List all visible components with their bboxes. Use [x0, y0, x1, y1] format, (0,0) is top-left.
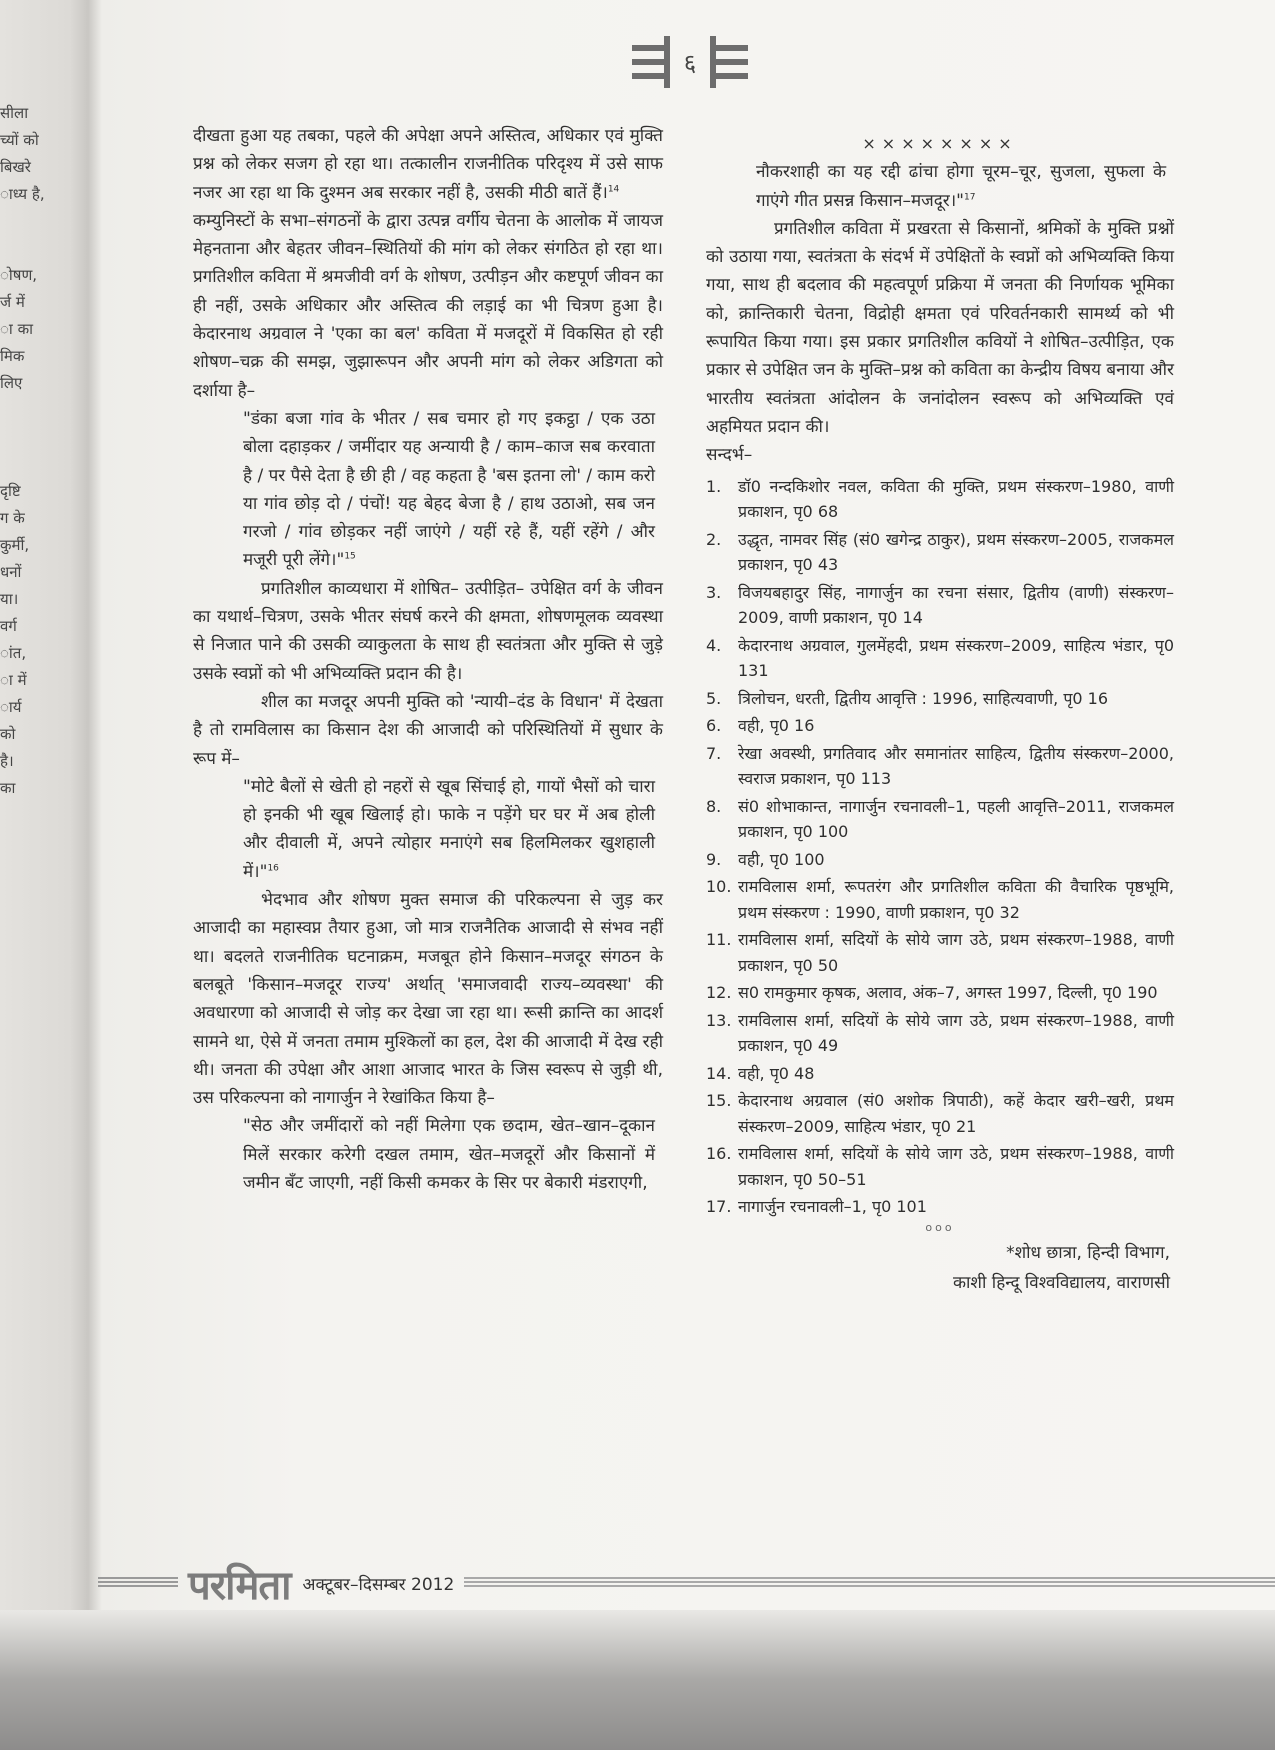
- paragraph: प्रगतिशील काव्यधारा में शोषित– उत्पीड़ित– उपेक्षित वर्ग के जीवन का यथार्थ–चित्रण, उसके भीतर संघर्ष करने की क्षमता, शोषणमूलक व्यवस्था से निजात पाने की उसकी व्याकुलता के साथ ही स्वतंत्रता और मुक्ति से जुड़े उसके स्वप्नों को भी अभिव्यक्ति प्रदान की है।: [193, 578, 663, 684]
- poem-quote: "डंका बजा गांव के भीतर / सब चमार हो गए इकट्ठा / एक उठा बोला दहाड़कर / जमींदार यह अन्यायी है / काम–काज सब करवाता है / पर पैसे देता है छी ही / वह कहता है 'बस इतना लो' / काम करो या गांव छोड़ दो / पंचों! यह बेहद बेजा है / हाथ उठाओ, सब जन गरजो / गांव छोड़कर नहीं जाएंगे / यहीं रहे हैं, यहीं रहेंगे / और मजूरी पूरी लेंगे।"$^{15}$: [243, 408, 655, 571]
- sliver-line: [0, 208, 60, 235]
- sliver-line: को: [0, 725, 16, 743]
- references-heading: सन्दर्भ–: [706, 445, 753, 466]
- sliver-line: लिए: [0, 374, 23, 392]
- reference-number: 7.: [706, 743, 722, 763]
- sliver-line: र्ज में: [0, 293, 25, 311]
- sliver-line: ा में: [0, 671, 27, 689]
- sliver-line: सीला: [0, 104, 29, 122]
- reference-item: [706, 1194, 1174, 1220]
- reference-item: [706, 1061, 1174, 1087]
- reference-text: विजयबहादुर सिंह, नागार्जुन का रचना संसार, द्वितीय (वाणी) संस्करण–2009, वाणी प्रकाशन, पृ0 14: [738, 582, 1174, 628]
- reference-item: [706, 794, 1174, 845]
- sliver-line: है।: [0, 752, 14, 770]
- footnote-ref: 16: [267, 863, 279, 874]
- reference-number: 8.: [706, 796, 722, 816]
- section-break: ××××××××: [862, 134, 1018, 153]
- sliver-line: बिखरे: [0, 158, 31, 176]
- sliver-line: ाध्य है,: [0, 185, 45, 203]
- end-ornament: ooo: [925, 1220, 955, 1234]
- reference-item: [706, 527, 1174, 578]
- reference-number: 15.: [706, 1091, 732, 1111]
- right-column: [706, 130, 1174, 1298]
- reference-text: उद्धृत, नामवर सिंह (सं0 खगेन्द्र ठाकुर), प्रथम संस्करण–2005, राजकमल प्रकाशन, पृ0 43: [738, 529, 1174, 575]
- paragraph: दीखता हुआ यह तबका, पहले की अपेक्षा अपने अस्तित्व, अधिकार एवं मुक्ति प्रश्न को लेकर सजग हो रहा था। तत्कालीन राजनीतिक परिदृश्य में उसे साफ नजर आ रहा था कि दुश्मन अब सरकार नहीं है, उसकी मीठी बातें हैं।$^{14}$: [193, 126, 663, 203]
- reference-number: 16.: [706, 1144, 732, 1164]
- reference-item: [706, 874, 1174, 925]
- reference-text: वही, पृ0 16: [738, 716, 815, 736]
- footer-rule: [464, 1577, 1275, 1589]
- reference-number: 17.: [706, 1197, 732, 1217]
- left-column: [193, 122, 663, 1197]
- reference-text: डॉ0 नन्दकिशोर नवल, कविता की मुक्ति, प्रथम संस्करण–1980, वाणी प्रकाशन, पृ0 68: [738, 476, 1174, 522]
- reference-item: [706, 741, 1174, 792]
- reference-number: 14.: [706, 1063, 732, 1083]
- magazine-logo: परमिता: [188, 1561, 291, 1609]
- header-ornament-left-icon: [632, 45, 670, 79]
- reference-text: रामविलास शर्मा, सदियों के सोये जाग उठे, प्रथम संस्करण–1988, वाणी प्रकाशन, पृ0 49: [738, 1010, 1174, 1056]
- sliver-line: धनों: [0, 563, 22, 581]
- reference-number: 2.: [706, 529, 722, 549]
- issue-date: अक्टूबर–दिसम्बर 2012: [302, 1574, 455, 1595]
- reference-number: 11.: [706, 930, 732, 950]
- page-number: ६: [683, 48, 697, 77]
- paragraph: शील का मजदूर अपनी मुक्ति को 'न्यायी–दंड के विधान' में देखता है तो रामविलास का किसान देश की आजादी को परिस्थितियों में सुधार के रूप में–: [193, 691, 663, 769]
- header-ornament-right-icon: [710, 45, 748, 79]
- reference-number: 5.: [706, 688, 722, 708]
- reference-item: [706, 474, 1174, 525]
- conclusion-paragraph: प्रगतिशील कविता में प्रखरता से किसानों, श्रमिकों के मुक्ति प्रश्नों को उठाया गया, स्वतंत्रता के संदर्भ में उपेक्षितों के स्वप्नों को अभिव्यक्ति किया गया, साथ ही बदलाव की महत्वपूर्ण प्रक्रिया में जनता की निर्णायक भूमिका को, क्रान्तिकारी चेतना, विद्रोही क्षमता एवं परिवर्तनकारी सामर्थ्य को भी रूपायित किया गया। इस प्रकार प्रगतिशील कवियों ने शोषित–उत्पीड़ित, एक प्रकार से उपेक्षित जन के मुक्ति–प्रश्न को कविता का केन्द्रीय विषय बनाया और भारतीय स्वतंत्रता आंदोलन के जनांदोलन स्वरूप को अभिव्यक्ति एवं अहमियत प्रदान की।: [706, 218, 1174, 437]
- affiliation-line: काशी हिन्दू विश्वविद्यालय, वाराणसी: [952, 1272, 1170, 1293]
- reference-item: [706, 847, 1174, 873]
- reference-text: वही, पृ0 48: [738, 1063, 815, 1083]
- reference-item: [706, 1008, 1174, 1059]
- footnote-ref: 14: [607, 183, 620, 194]
- footnote-ref: 15: [344, 551, 356, 562]
- reference-text: स0 रामकुमार कृषक, अलाव, अंक–7, अगस्त 1997, दिल्ली, पृ0 190: [738, 983, 1158, 1003]
- footer-rule: [98, 1577, 178, 1589]
- poem-quote: नौकरशाही का यह रद्दी ढांचा होगा चूरम–चूर, सुजला, सुफला के गाएंगे गीत प्रसन्न किसान–मजदूर।"$^{17}$: [756, 162, 1166, 211]
- reference-number: 13.: [706, 1010, 732, 1030]
- reference-number: 4.: [706, 635, 722, 655]
- reference-item: [706, 580, 1174, 631]
- poem-quote: "मोटे बैलों से खेती हो नहरों से खूब सिंचाई हो, गायों भैसों को चारा हो इनकी भी खूब खिलाई हो। फाके न पड़ेंगे घर घर में अब होली और दीवाली में, अपने त्योहार मनाएंगे सब हिलमिलकर खुशहाली में।"$^{16}$: [243, 776, 655, 882]
- author-affiliation: [706, 1238, 1174, 1298]
- page-footer: [98, 1558, 1275, 1608]
- reference-item: [706, 713, 1174, 739]
- reference-text: रामविलास शर्मा, सदियों के सोये जाग उठे, प्रथम संस्करण–1988, वाणी प्रकाशन, पृ0 50: [738, 930, 1174, 975]
- reference-text: केदारनाथ अग्रवाल, गुलमेंहदी, प्रथम संस्करण–2009, साहित्य भंडार, पृ0 131: [738, 635, 1174, 681]
- reference-text: त्रिलोचन, धरती, द्वितीय आवृत्ति : 1996, साहित्यवाणी, पृ0 16: [738, 688, 1109, 708]
- sliver-line: का: [0, 779, 16, 797]
- reference-number: 3.: [706, 582, 722, 602]
- sliver-line: ोषण,: [0, 266, 38, 284]
- sliver-line: दृष्टि: [0, 482, 21, 500]
- sliver-line: [0, 451, 60, 478]
- reference-item: [706, 1088, 1174, 1139]
- paragraph: भेदभाव और शोषण मुक्त समाज की परिकल्पना से जुड़ कर आजादी का महास्वप्न तैयार हुआ, जो मात्र राजनैतिक आजादी से संभव नहीं था। बदलते राजनीतिक घटनाक्रम, मजबूत होने किसान–मजदूर संगठन के बलबूते 'किसान–मजदूर राज्य' अर्थात् 'समाजवादी राज्य–व्यवस्था' की अवधारणा को आजादी से जोड़ कर देखा जा रहा था। रूसी क्रान्ति का आदर्श सामने था, ऐसे में जनता तमाम मुश्किलों का हल, देश की आजादी में देख रही थी। जनता की उपेक्षा और आशा आजाद भारत के जिस स्वरूप से जुड़ी थी, उस परिकल्पना को नागार्जुन ने रेखांकित किया है–: [193, 890, 663, 1109]
- paragraph: कम्युनिस्टों के सभा–संगठनों के द्वारा उत्पन्न वर्गीय चेतना के आलोक में जायज मेहनताना और बेहतर जीवन–स्थितियों की मांग को लेकर संगठित हो रहा था। प्रगतिशील कविता में श्रमजीवी वर्ग के शोषण, उत्पीड़न और कष्टपूर्ण जीवन का ही नहीं, उसके अधिकार और अस्तित्व की लड़ाई का भी चित्रण हुआ है। केदारनाथ अग्रवाल ने 'एका का बल' कविता में मजदूरों में विकसित हो रही शोषण–चक्र की समझ, जुझारूपन और अपनी मांग को लेकर अडिगता को दर्शाया है–: [193, 210, 663, 401]
- sliver-line: ार्य: [0, 698, 22, 716]
- reference-text: रेखा अवस्थी, प्रगतिवाद और समानांतर साहित्य, द्वितीय संस्करण–2000, स्वराज प्रकाशन, पृ0 113: [738, 743, 1174, 789]
- sliver-line: कुर्मी,: [0, 536, 30, 554]
- sliver-line: च्यों को: [0, 131, 39, 149]
- sliver-line: [0, 424, 60, 451]
- page-header: [600, 32, 780, 92]
- sliver-line: मिक: [0, 347, 25, 365]
- sliver-line: [0, 235, 60, 262]
- sliver-line: ग के: [0, 509, 25, 527]
- references-list: [706, 474, 1174, 1220]
- reference-number: 9.: [706, 849, 722, 869]
- facing-page-sliver: [0, 100, 60, 802]
- reference-item: [706, 633, 1174, 684]
- reference-item: [706, 980, 1174, 1006]
- sliver-line: ा का: [0, 320, 33, 338]
- affiliation-line: *शोध छात्रा, हिन्दी विभाग,: [1006, 1242, 1170, 1263]
- sliver-line: [0, 397, 60, 424]
- reference-number: 12.: [706, 983, 732, 1003]
- reference-number: 10.: [706, 877, 732, 897]
- scan-shadow: [0, 1610, 1275, 1750]
- reference-text: रामविलास शर्मा, रूपतरंग और प्रगतिशील कविता की वैचारिक पृष्ठभूमि, प्रथम संस्करण : 1990, वाणी प्रकाशन, पृ0 32: [738, 877, 1174, 922]
- reference-number: 6.: [706, 716, 722, 736]
- reference-text: केदारनाथ अग्रवाल (सं0 अशोक त्रिपाठी), कहें केदार खरी–खरी, प्रथम संस्करण–2009, साहित्य भंडार, पृ0 21: [738, 1091, 1174, 1136]
- reference-item: [706, 927, 1174, 978]
- reference-text: रामविलास शर्मा, सदियों के सोये जाग उठे, प्रथम संस्करण–1988, वाणी प्रकाशन, पृ0 50–51: [738, 1144, 1174, 1189]
- poem-quote: "सेठ और जमींदारों को नहीं मिलेगा एक छदाम, खेत–खान–दूकान मिलें सरकार करेगी दखल तमाम, खेत–मजदूरों और किसानों में जमीन बँट जाएगी, नहीं किसी कमकर के सिर पर बेकारी मंडराएगी,: [243, 1116, 655, 1193]
- reference-text: वही, पृ0 100: [738, 849, 825, 869]
- sliver-line: ांत,: [0, 644, 27, 662]
- footnote-ref: 17: [964, 191, 976, 202]
- reference-number: 1.: [706, 476, 722, 496]
- reference-text: सं0 शोभाकान्त, नागार्जुन रचनावली–1, पहली आवृत्ति–2011, राजकमल प्रकाशन, पृ0 100: [738, 796, 1174, 842]
- reference-text: नागार्जुन रचनावली–1, पृ0 101: [738, 1197, 927, 1217]
- reference-item: [706, 1141, 1174, 1192]
- reference-item: [706, 686, 1174, 712]
- sliver-line: वर्ग: [0, 617, 17, 635]
- sliver-line: या।: [0, 590, 19, 608]
